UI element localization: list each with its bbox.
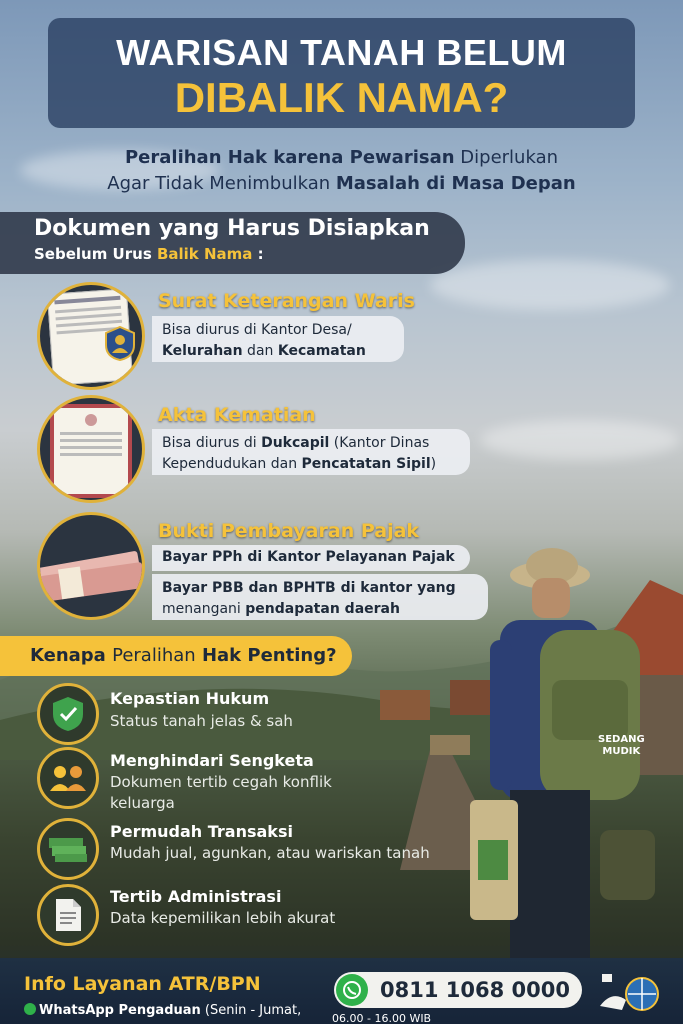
doc1-line1: Bisa diurus di Kantor Desa/ bbox=[162, 322, 352, 338]
doc3-pill2-line1: Bayar PBB dan BPHTB di kantor yang bbox=[162, 580, 456, 596]
benefit-text-2: Dokumen tertib cegah konflik keluarga bbox=[110, 773, 332, 812]
benefit-text-1: Status tanah jelas & sah bbox=[110, 712, 293, 730]
doc2-line2-c: ) bbox=[430, 456, 437, 472]
cloud bbox=[480, 420, 680, 460]
hero-title-line2: DIBALIK NAMA? bbox=[174, 74, 509, 121]
document-title-1: Surat Keterangan Waris bbox=[158, 290, 415, 312]
documents-sub-highlight: Balik Nama bbox=[156, 245, 253, 263]
footer-wa-bold: WhatsApp Pengaduan bbox=[39, 1003, 201, 1018]
documents-sub-post: : bbox=[252, 245, 264, 263]
subtitle-bold-1: Peralihan Hak karena Pewarisan bbox=[124, 147, 455, 168]
footer-whatsapp-info bbox=[24, 1003, 301, 1018]
service-hours: 06.00 - 16.00 WIB bbox=[332, 1012, 432, 1024]
why-heading bbox=[0, 636, 352, 676]
atr-bpn-logo-icon bbox=[598, 970, 662, 1016]
death-certificate-image bbox=[37, 395, 145, 503]
benefit-title-3: Permudah Transaksi bbox=[110, 822, 293, 841]
whatsapp-small-icon bbox=[24, 1003, 36, 1015]
why-heading-c: Hak Penting? bbox=[195, 645, 337, 666]
certificate-paper-icon bbox=[50, 404, 132, 498]
doc3-pill2-line2b: pendapatan daerah bbox=[245, 601, 400, 617]
subtitle-text-2: Agar Tidak Menimbulkan bbox=[107, 173, 336, 194]
phone-contact-button[interactable] bbox=[334, 972, 582, 1008]
doc1-line2-mid: dan bbox=[242, 343, 278, 359]
benefit-title-2: Menghindari Sengketa bbox=[110, 751, 314, 770]
doc2-bold-2: Pencatatan Sipil bbox=[301, 456, 431, 472]
footer-title: Info Layanan ATR/BPN bbox=[24, 973, 261, 995]
subtitle bbox=[0, 145, 683, 197]
tax-payment-image bbox=[37, 512, 145, 620]
backpack-label-line2: MUDIK bbox=[602, 746, 641, 757]
doc1-bold-a: Kelurahan bbox=[162, 343, 243, 359]
benefit-text-3: Mudah jual, agunkan, atau wariskan tanah bbox=[110, 844, 430, 862]
footer-wa-rest: (Senin - Jumat, bbox=[200, 1003, 302, 1018]
documents-sub-pre: Sebelum Urus bbox=[34, 245, 157, 263]
why-heading-b: Peralihan bbox=[112, 645, 196, 666]
document-desc-3a bbox=[152, 545, 470, 571]
person-badge-icon bbox=[104, 325, 136, 361]
document-title-2: Akta Kematian bbox=[158, 404, 316, 426]
documents-heading: Dokumen yang Harus Disiapkan bbox=[34, 216, 430, 241]
why-heading-a: Kenapa bbox=[30, 645, 113, 666]
phone-number: 0811 1068 0000 bbox=[380, 978, 570, 1002]
documents-subheading bbox=[34, 245, 465, 263]
doc1-bold-c: Kecamatan bbox=[277, 343, 366, 359]
money-icon bbox=[37, 818, 99, 880]
document-title-3: Bukti Pembayaran Pajak bbox=[158, 520, 420, 542]
document-icon bbox=[37, 884, 99, 946]
inheritance-letter-image bbox=[37, 282, 145, 390]
hero-banner bbox=[48, 18, 635, 128]
benefit-title-1: Kepastian Hukum bbox=[110, 689, 270, 708]
backpack-label bbox=[598, 734, 645, 758]
hero-title-line1: WARISAN TANAH BELUM bbox=[116, 32, 567, 73]
benefit-text-4: Data kepemilikan lebih akurat bbox=[110, 909, 336, 927]
subtitle-text-1: Diperlukan bbox=[454, 147, 559, 168]
money-stack-icon bbox=[37, 530, 145, 610]
doc3-pill1: Bayar PPh di Kantor Pelayanan Pajak bbox=[162, 549, 455, 565]
backpack-label-line1: SEDANG bbox=[598, 734, 645, 745]
subtitle-bold-2: Masalah di Masa Depan bbox=[335, 173, 576, 194]
doc2-bold: Dukcapil bbox=[261, 435, 330, 451]
documents-header bbox=[0, 212, 465, 274]
whatsapp-icon bbox=[336, 974, 368, 1006]
benefit-title-4: Tertib Administrasi bbox=[110, 887, 282, 906]
document-desc-2 bbox=[152, 429, 470, 475]
document-desc-3b bbox=[152, 574, 488, 620]
cloud bbox=[430, 260, 670, 310]
people-icon bbox=[37, 747, 99, 809]
doc2-line2-a: Kependudukan dan bbox=[162, 456, 302, 472]
document-desc-1 bbox=[152, 316, 404, 362]
doc2-line1-c: (Kantor Dinas bbox=[329, 435, 430, 451]
doc3-pill2-line2a: menangani bbox=[162, 601, 246, 617]
doc2-line1-a: Bisa diurus di bbox=[162, 435, 262, 451]
shield-check-icon bbox=[37, 683, 99, 745]
